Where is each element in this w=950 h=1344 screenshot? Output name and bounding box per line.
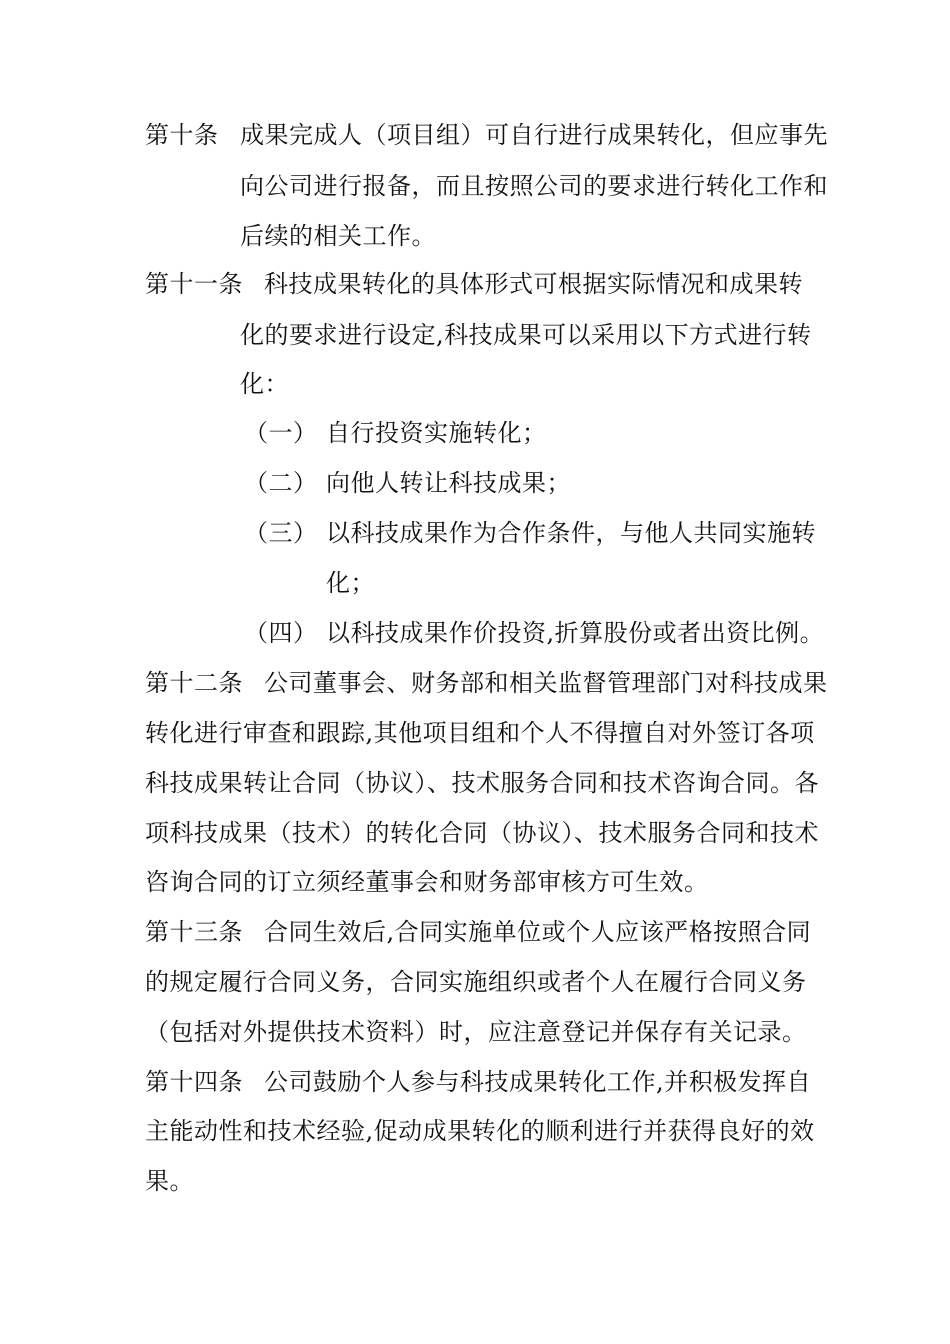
item-4-number: （四） bbox=[244, 619, 318, 647]
article-14-line-2: 主能动性和技术经验,促动成果转化的顺利进行并获得良好的效 bbox=[145, 1117, 815, 1145]
article-10-line-2: 向公司进行报备，而且按照公司的要求进行转化工作和 bbox=[240, 172, 828, 200]
item-1-number: （一） bbox=[244, 419, 318, 447]
article-10-line-1: 成果完成人（项目组）可自行进行成果转化，但应事先 bbox=[240, 121, 828, 149]
item-4-text: 以科技成果作价投资,折算股份或者出资比例。 bbox=[326, 619, 825, 647]
item-2-number: （二） bbox=[244, 469, 318, 497]
article-12-line-4: 项科技成果（技术）的转化合同（协议）、技术服务合同和技术 bbox=[145, 819, 819, 847]
article-10-line-3: 后续的相关工作。 bbox=[240, 222, 436, 250]
article-11-line-3: 化： bbox=[240, 370, 289, 398]
item-3-number: （三） bbox=[244, 519, 318, 547]
article-13-line-3: （包括对外提供技术资料）时，应注意登记并保存有关记录。 bbox=[145, 1018, 807, 1046]
article-12-line-2: 转化进行审查和跟踪,其他项目组和个人不得擅自对外签订各项 bbox=[145, 719, 815, 747]
article-12-line-5: 咨询合同的订立须经董事会和财务部审核方可生效。 bbox=[145, 868, 709, 896]
article-13-line-2: 的规定履行合同义务，合同实施组织或者个人在履行合同义务 bbox=[145, 968, 807, 996]
article-13-label: 第十三条 bbox=[145, 918, 243, 946]
article-12-label: 第十二条 bbox=[145, 669, 243, 697]
item-3-text-line-2: 化； bbox=[326, 569, 375, 597]
article-14-label: 第十四条 bbox=[145, 1068, 243, 1096]
article-11-line-1: 科技成果转化的具体形式可根据实际情况和成果转 bbox=[264, 270, 803, 298]
article-14-line-1: 公司鼓励个人参与科技成果转化工作,并积极发挥自 bbox=[264, 1068, 812, 1096]
article-14-line-3: 果。 bbox=[145, 1167, 194, 1195]
item-1-text: 自行投资实施转化； bbox=[326, 419, 547, 447]
article-10-label: 第十条 bbox=[145, 121, 219, 149]
article-11-label: 第十一条 bbox=[145, 270, 243, 298]
item-3-text-line-1: 以科技成果作为合作条件，与他人共同实施转 bbox=[326, 519, 816, 547]
article-12-line-3: 科技成果转让合同（协议）、技术服务合同和技术咨询合同。各 bbox=[145, 769, 819, 797]
article-12-line-1: 公司董事会、财务部和相关监督管理部门对科技成果 bbox=[264, 669, 828, 697]
article-13-line-1: 合同生效后,合同实施单位或个人应该严格按照合同 bbox=[264, 918, 812, 946]
item-2-text: 向他人转让科技成果； bbox=[326, 469, 571, 497]
article-11-line-2: 化的要求进行设定,科技成果可以采用以下方式进行转 bbox=[240, 321, 812, 349]
